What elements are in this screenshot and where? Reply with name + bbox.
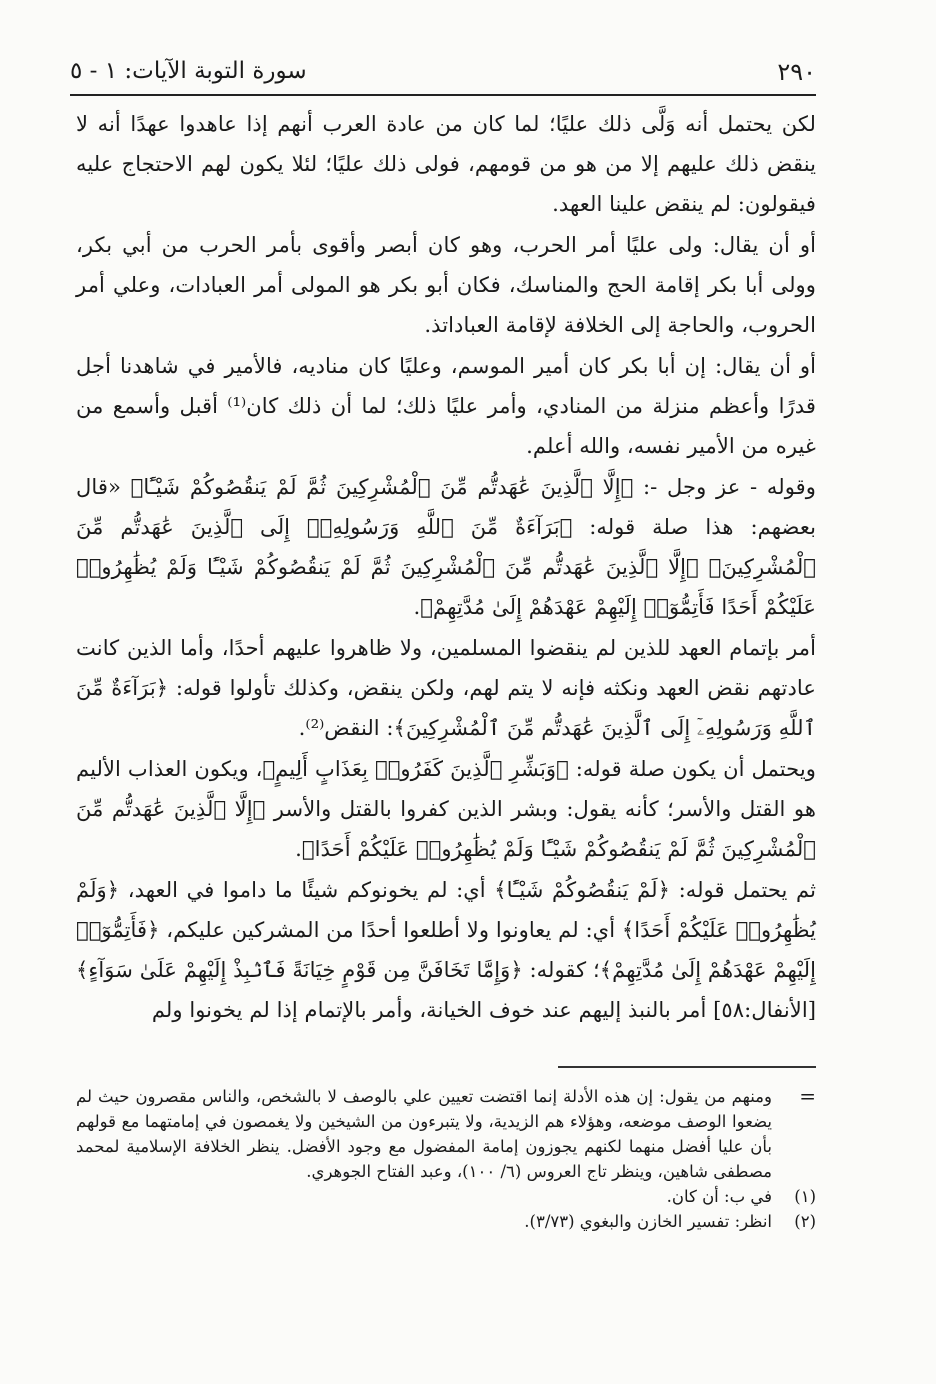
footnote-item: [76, 1209, 816, 1234]
footnote-continuation: [76, 1084, 816, 1184]
page-number: ٢٩٠: [777, 58, 816, 86]
paragraph: وقوله - عز وجل -: ﴿إِلَّا ٱلَّذِينَ عَٰهَدتُّم مِّنَ ٱلْمُشْرِكِينَ ثُمَّ لَمْ يَنقُصُوكُمْ شَيْـًٔا﴾ «قال بعضهم: هذا صلة قوله: ﴿بَرَآءَةٌ مِّنَ ٱللَّهِ وَرَسُولِهِۦٓ إِلَى ٱلَّذِينَ عَٰهَدتُّم مِّنَ ٱلْمُشْرِكِينَ﴾ ﴿إِلَّا ٱلَّذِينَ عَٰهَدتُّم مِّنَ ٱلْمُشْرِكِينَ ثُمَّ لَمْ يَنقُصُوكُمْ شَيْـًٔا وَلَمْ يُظَٰهِرُوا۟ عَلَيْكُمْ أَحَدًا فَأَتِمُّوٓا۟ إِلَيْهِمْ عَهْدَهُمْ إِلَىٰ مُدَّتِهِمْ﴾.: [76, 474, 816, 619]
footnote-item: [76, 1184, 816, 1209]
paragraph: ثم يحتمل قوله: ﴿لَمْ يَنقُصُوكُمْ شَيْـًٔا﴾ أي: لم يخونوكم شيئًا ما داموا في العهد، ﴿وَلَمْ يُظَٰهِرُوا۟ عَلَيْكُمْ أَحَدًا﴾ أي: لم يعاونوا ولا أطلعوا أحدًا من المشركين عليكم، ﴿فَأَتِمُّوٓا۟ إِلَيْهِمْ عَهْدَهُمْ إِلَىٰ مُدَّتِهِمْ﴾؛ كقوله: ﴿وَإِمَّا تَخَافَنَّ مِن قَوْمٍ خِيَانَةً فَٱنۢبِذْ إِلَيْهِمْ عَلَىٰ سَوَآءٍ﴾ [الأنفال:٥٨] أمر بالنبذ إليهم عند خوف الخيانة، وأمر بالإتمام إذا لم يخونوا ولم: [76, 877, 816, 1022]
paragraph: لكن يحتمل أنه وَلَّى ذلك عليًا؛ لما كان من عادة العرب أنهم إذا عاهدوا عهدًا أنه لا ينقض ذلك عليهم إلا من هو من قومهم، فولى ذلك عليًا؛ لئلا يكون لهم الاحتجاج عليه فيقولون: لم ينقض علينا العهد.: [76, 111, 816, 216]
paragraph: أو أن يقال: ولى عليًا أمر الحرب، وهو كان أبصر وأقوى بأمر الحرب من أبي بكر، وولى أبا بكر إقامة الحج والمناسك، فكان أبو بكر هو المولى أمر العبادات، وعلي أمر الحروب، والحاجة إلى الخلافة لإقامة العباداتذ.: [76, 232, 816, 337]
main-text: [76, 104, 816, 1031]
page-header: [70, 44, 816, 96]
paragraph: أمر بإتمام العهد للذين لم ينقضوا المسلمين، ولا ظاهروا عليهم أحدًا، وأما الذين كانت عادتهم نقض العهد ونكثه فإنه لا يتم لهم، ولكن ينقض، وكذلك تأولوا قوله: ﴿بَرَآءَةٌ مِّنَ ٱللَّهِ وَرَسُولِهِۦٓ إِلَى ٱلَّذِينَ عَٰهَدتُّم مِّنَ ٱلْمُشْرِكِينَ﴾: النقض⁽²⁾.: [76, 635, 816, 740]
paragraph: ويحتمل أن يكون صلة قوله: ﴿وَبَشِّرِ ٱلَّذِينَ كَفَرُوا۟ بِعَذَابٍ أَلِيمٍ﴾، ويكون العذاب الأليم هو القتل والأسر؛ كأنه يقول: وبشر الذين كفروا بالقتل والأسر ﴿إِلَّا ٱلَّذِينَ عَٰهَدتُّم مِّنَ ٱلْمُشْرِكِينَ ثُمَّ لَمْ يَنقُصُوكُمْ شَيْـًٔا وَلَمْ يُظَٰهِرُوا۟ عَلَيْكُمْ أَحَدًا﴾.: [76, 756, 816, 861]
running-title: سورة التوبة الآيات: ١ - ٥: [70, 58, 307, 84]
footnote-number: (١): [794, 1187, 816, 1206]
footnotes: [76, 1084, 816, 1234]
footnote-number: (٢): [794, 1212, 816, 1231]
paragraph: أو أن يقال: إن أبا بكر كان أمير الموسم، وعليًا كان مناديه، فالأمير في شاهدنا أجل قدرًا وأعظم منزلة من المنادي، وأمر عليًا ذلك؛ لما أن ذلك كان⁽¹⁾ أقبل وأسمع من غيره من الأمير نفسه، والله أعلم.: [76, 353, 816, 458]
footnote-continuation-text: ومنهم من يقول: إن هذه الأدلة إنما اقتضت تعيين علي بالوصف لا بالشخص، والناس مقصرون حيث لم يضعوا الوصف موضعه، وهؤلاء هم الزيدية، ولا يتبرءون من الشيخين ولا يغمصون في إمامتهما مع قولهم بأن عليا أفضل منهما لكنهم يجوزون إمامة المفضول مع وجود الأفضل. ينظر الخلافة الإسلامية لمحمد مصطفى شاهين، وينظر تاج العروس (٦/ ١٠٠)، وعبد الفتاح الجوهري.: [76, 1087, 772, 1181]
continuation-marker: =: [799, 1084, 816, 1108]
footnote-text: انظر: تفسير الخازن والبغوي (٣/٧٣).: [524, 1212, 772, 1231]
footnote-text: في ب: أن كان.: [666, 1187, 772, 1206]
footnote-divider: [558, 1066, 816, 1068]
